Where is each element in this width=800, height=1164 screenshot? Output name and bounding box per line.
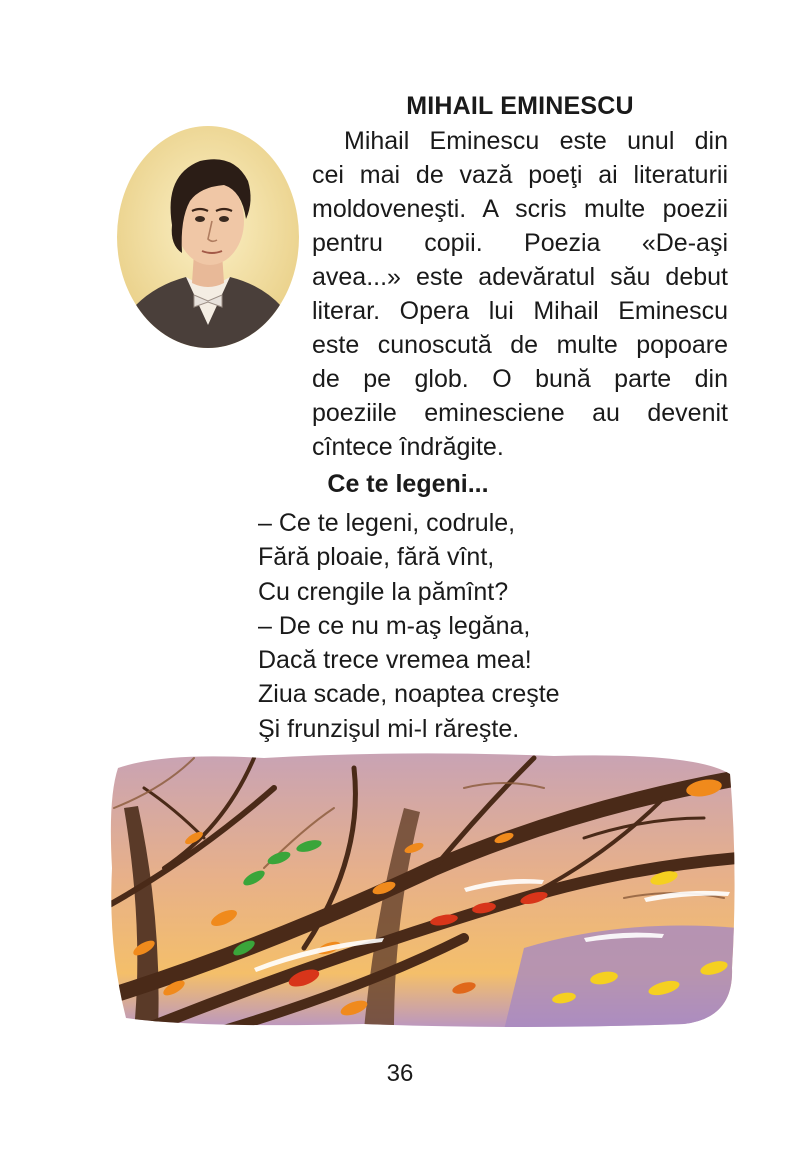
poem-verse: Dacă trece vremea mea!	[258, 646, 532, 675]
biography-line: este cunoscută de multe popoare	[312, 331, 728, 359]
biography-paragraph	[312, 124, 728, 464]
poem-verse: – Ce te legeni, codrule,	[258, 509, 516, 537]
poem-stanza	[258, 506, 718, 746]
autumn-forest-illustration	[104, 748, 738, 1030]
biography-line: de pe glob. O bună parte din	[312, 365, 728, 393]
biography-line: cei mai de vază poeţi ai literaturii	[312, 161, 728, 189]
biography-line: literar. Opera lui Mihail Eminescu	[312, 297, 728, 325]
windy-trees-image	[104, 748, 738, 1030]
poem-verse: – De ce nu m-aş legăna,	[258, 611, 531, 640]
biography-line: cîntece îndrăgite.	[312, 433, 504, 461]
portrait-medallion	[116, 125, 300, 349]
poem-verse: Fără ploaie, fără vînt,	[258, 543, 495, 572]
biography-line: avea...» este adevăratul său debut	[312, 263, 728, 291]
biography-line: poeziile eminesciene au devenit	[312, 399, 728, 427]
biography-line: Mihail Eminescu este unul din	[344, 127, 728, 155]
biography-title: MIHAIL EMINESCU	[406, 92, 634, 120]
biography-line: moldoveneşti. A scris multe poezii	[312, 195, 728, 223]
poem-title: Ce te legeni...	[327, 470, 489, 498]
poem-verse: Şi frunzişul mi-l răreşte.	[258, 714, 520, 743]
poet-portrait-image	[116, 125, 300, 349]
poem-verse: Cu crengile la pămînt?	[258, 577, 509, 606]
poem-verse: Ziua scade, noaptea creşte	[258, 680, 560, 709]
biography-line: pentru copii. Poezia «De-aşi	[312, 229, 728, 257]
page-number: 36	[386, 1060, 414, 1087]
